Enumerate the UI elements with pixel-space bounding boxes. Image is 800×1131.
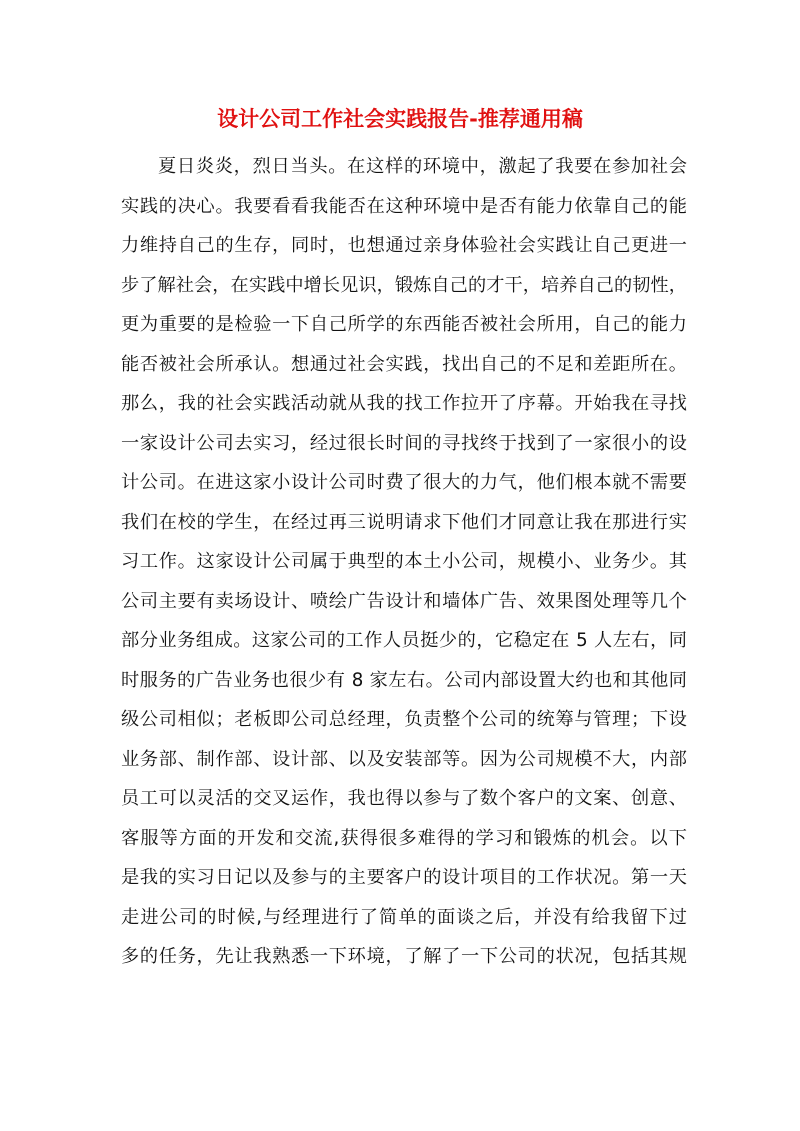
body-line: 走进公司的时候,与经理进行了简单的面谈之后，并没有给我留下过 [121,906,687,928]
body-line: 时服务的广告业务也很少有 8 家左右。公司内部设置大约也和其他同 [121,669,687,691]
body-line: 力维持自己的生存，同时，也想通过亲身体验社会实践让自己更进一 [121,235,687,256]
document-body [121,147,687,977]
body-line: 业务部、制作部、设计部、以及安装部等。因为公司规模不大，内部 [121,748,687,770]
body-line: 能否被社会所承认。想通过社会实践，找出自己的不足和差距所在。 [121,353,687,375]
document-title: 设计公司工作社会实践报告-推荐通用稿 [217,107,583,131]
body-line: 级公司相似；老板即公司总经理，负责整个公司的统筹与管理；下设 [121,709,687,730]
body-line: 实践的决心。我要看看我能否在这种环境中是否有能力依靠自己的能 [121,195,687,217]
body-line: 更为重要的是检验一下自己所学的东西能否被社会所用，自己的能力 [121,314,687,335]
body-line: 一家设计公司去实习，经过很长时间的寻找终于找到了一家很小的设 [121,432,687,454]
body-line: 员工可以灵活的交叉运作，我也得以参与了数个客户的文案、创意、 [121,788,687,809]
body-line: 公司主要有卖场设计、喷绘广告设计和墙体广告、效果图处理等几个 [121,590,687,612]
body-line: 客服等方面的开发和交流,获得很多难得的学习和锻炼的机会。以下 [121,827,687,849]
body-line: 步了解社会，在实践中增长见识，锻炼自己的才干，培养自己的韧性， [121,274,687,296]
body-line: 我们在校的学生，在经过再三说明请求下他们才同意让我在那进行实 [121,511,687,533]
body-line: 习工作。这家设计公司属于典型的本土小公司，规模小、业务少。其 [121,551,687,572]
body-line: 多的任务，先让我熟悉一下环境，了解了一下公司的状况，包括其规 [121,946,687,967]
body-line: 是我的实习日记以及参与的主要客户的设计项目的工作状况。第一天 [121,867,687,888]
body-line: 夏日炎炎，烈日当头。在这样的环境中，激起了我要在参加社会 [158,156,687,177]
body-line: 部分业务组成。这家公司的工作人员挺少的，它稳定在 5 人左右，同 [121,630,687,651]
body-line: 那么，我的社会实践活动就从我的找工作拉开了序幕。开始我在寻找 [121,393,687,414]
body-line: 计公司。在进这家小设计公司时费了很大的力气，他们根本就不需要 [121,472,687,493]
